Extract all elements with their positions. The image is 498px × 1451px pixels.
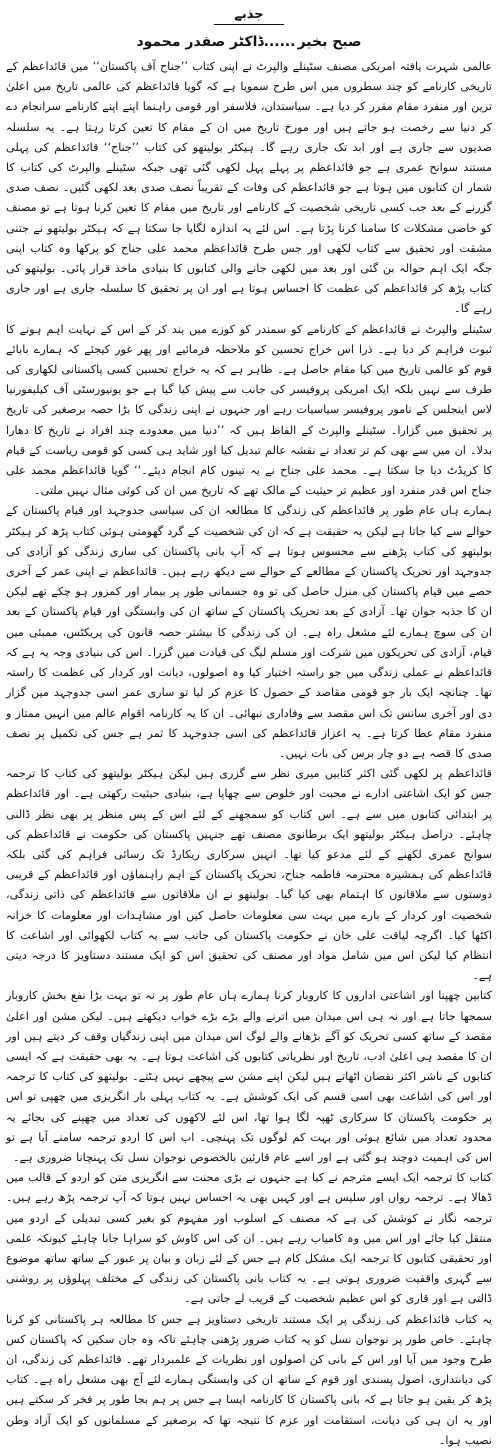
article-body [6,57,492,1451]
article-paragraph: ہمارے ہاں عام طور پر قائداعظم کی زندگی کا مطالعہ ان کی سیاسی جدوجہد اور قیام پاکستان کے حوالے سے کیا جاتا ہے لیکن یہ حقیقت ہے کہ ان کی شخصیت کے گرد گھومتی ہوئی کتاب پڑھ کر ہیکٹر بولیتھو کی کتاب پڑھنے سے محسوس ہوتا ہے کہ آپ بانی پاکستان کی ساری زندگی کو آزادی کی جدوجہد اور تحریک پاکستان کے مطالعے کے حوالے سے دیکھ رہے ہیں۔ قائداعظم نے اپنی عمر کے آخری حصے میں قیام پاکستان کی منزل حاصل کی تو وہ جسمانی طور پر بیمار اور کمزور ہو چکے تھے لیکن ان کا جذبہ جوان تھا۔ آزادی کے بعد تحریک پاکستان کے ساتھ ان کی وابستگی اور قیام پاکستان کے بعد ان کی سوچ ہمارے لئے مشعل راہ ہے۔ ان کی زندگی کا بیشتر حصہ قانون کی پریکٹس، ممبئی میں قیام، آزادی کی تحریکوں میں شرکت اور مسلم لیگ کی قیادت میں گزرا۔ اس کی بنیادی وجہ یہ ہے کہ قائداعظم نے عملی زندگی میں جو راستہ اختیار کیا وہ اصولوں، دیانت اور کردار کی عظمت کا راستہ تھا۔ چنانچہ ایک بار جو قومی مقاصد کے حصول کا عزم کر لیا تو ساری عمر اسی جدوجہد میں گزار دی اور آخری سانس تک اس مقصد سے وفاداری نبھائی۔ ان کا یہ کارنامہ اقوام عالم میں انہیں ممتاز و منفرد مقام عطا کرتا ہے۔ یہ اعزاز قائداعظم کی اسی جدوجہد کا ثمر ہے جس کی تکمیل پر نصف صدی کا قصہ ہے دو چار برس کی بات نہیں۔ [6,504,492,760]
article-paragraph: عالمی شہرت یافتہ امریکی مصنف سٹینلے والپرٹ نے اپنی کتاب ’’جناح آف پاکستان‘‘ میں قائداعظم کے تاریخی کارنامے کو چند سطروں میں اس طرح سمویا ہے کہ گویا قائداعظم کی عالمی تاریخ میں اعلیٰ ترین اور منفرد مقام مقرر کر دیا ہے۔ سیاستدان، فلاسفر اور قومی راہنما اپنے اپنے کارنامے سرانجام دے کر دنیا سے رخصت ہو جاتے ہیں اور مورخ تاریخ میں ان کے مقام کا تعین کرتا رہتا ہے۔ یہ سلسلہ صدیوں سے جاری ہے اور ابد تک جاری رہے گا۔ ہیکٹر بولیتھو کی کتاب ’’جناح‘‘ قائداعظم کی پہلی مستند سوانح عمری ہے جو قائداعظم پر پہلے پہل لکھی گئی تھی جبکہ سٹینلے والپرٹ کی کتاب کا شمار ان کتابوں میں ہوتا ہے جو قائداعظم کی وفات کے تقریباً نصف صدی بعد لکھی گئیں۔ نصف صدی گزرنے کے بعد جب کسی تاریخی شخصیت کے کارنامے اور تاریخ میں مقام کا تعین کرنا ہوتا ہے تو مصنف کو خاصی مشکلات کا سامنا کرنا پڑتا ہے۔ اس لئے یہ اندازہ لگایا جا سکتا ہے کہ ہیکٹر بولیتھو نے جتنی مشقت اور تحقیق سے کتاب لکھی اور جس طرح قائداعظم محمد علی جناح کو پرکھا وہ کتاب اپنی جگہ ایک اہم حوالہ بن گئی اور بعد میں لکھی جانے والی کتابوں کا بنیادی ماخذ قرار پائی۔ بولیتھو کی کتاب پڑھ کر قائداعظم کی عظمت کا احساس ہوتا ہے اور ان پر تحقیق کا سلسلہ جاری ہے اور جاری رہے گا۔ [6,60,492,316]
article-paragraph: کتابیں چھپنا اور اشاعتی اداروں کا کاروبار کرنا ہمارے ہاں عام طور پر نہ تو بہت بڑا نفع بخش کاروبار سمجھا جاتا ہے اور نہ ہی اس میدان میں اترنے والے بڑے بڑے خواب دیکھتے ہیں۔ لیکن مشن اور اعلیٰ مقصد کے ساتھ کسی تحریک کو آگے بڑھانے والے لوگ اس میدان میں اپنی زندگیاں وقف کر دیتے ہیں اور ان کا مقصد ہی اعلیٰ ادب، تاریخ اور نظریاتی کتابوں کی اشاعت ہوتا ہے۔ یہ بھی حقیقت ہے کہ ایسی کتابوں کے ناشر اکثر نقصان اٹھاتے ہیں لیکن اپنے مشن سے پیچھے نہیں ہٹتے۔ بولیتھو کی کتاب کا ترجمہ اور اس کی اشاعت بھی اسی قسم کی ایک کوشش ہے۔ یہ کتاب پہلی بار انگریزی میں چھپی تو اس پر حکومت پاکستان کا سرکاری ٹھپہ لگا ہوا تھا، اس لئے لاکھوں کی تعداد میں چھپنے کی بجائے یہ محدود تعداد میں شائع ہوئی اور بہت کم لوگوں تک پہنچی۔ اب اس کا اردو ترجمہ سامنے آیا ہے تو اس کی اہمیت دوچند ہو گئی ہے اور اسے عام قارئین بالخصوص نوجوان نسل تک پہنچانا ضروری ہے۔ [6,989,492,1164]
title-divider [214,24,284,25]
byline [6,31,492,53]
section-title: جذبے [234,7,264,22]
article-paragraph: سٹینلے والپرٹ نے قائداعظم کے کارنامے کو سمندر کو کوزے میں بند کر کے اس کے نہایت اہم ہونے کا ثبوت فراہم کر دیا ہے۔ ذرا اس خراج تحسین کو ملاحظہ فرمائیے اور پھر غور کیجئے کہ ہمارے بابائے قوم کو عالمی تاریخ میں کیا مقام حاصل ہے۔ ظاہر ہے کہ یہ خراج تحسین کسی پاکستانی لکھاری کی طرف سے نہیں بلکہ ایک امریکی پروفیسر کی جانب سے پیش کیا گیا ہے جو یونیورسٹی آف کیلیفورنیا لاس اینجلس کے نامور پروفیسر سیاسیات رہے اور جنہوں نے اپنی زندگی کا بڑا حصہ برصغیر کی تاریخ پر تحقیق میں گزارا۔ سٹینلے والپرٹ کے الفاظ ہیں کہ ’’دنیا میں معدودے چند افراد نے تاریخ کا دھارا بدلا۔ ان میں سے بھی کم تر تعداد نے نقشہ عالم تبدیل کیا اور شاید ہی کسی کو قومی ریاست کے قیام کا کریڈٹ دیا جا سکتا ہے۔ محمد علی جناح نے یہ تینوں کام انجام دیئے۔‘‘ گویا قائداعظم محمد علی جناح اس قدر منفرد اور عظیم تر حیثیت کے مالک تھے کہ تاریخ میں ان کی کوئی مثال نہیں ملتی۔ [6,322,492,498]
byline-separator: ...... [263,34,296,50]
article-paragraph: کتاب کا ترجمہ ایک ایسے مترجم نے کیا ہے جنہوں نے بڑی محنت سے انگریزی متن کو اردو کے قالب میں ڈھالا ہے۔ ترجمہ رواں اور سلیس ہے اور کہیں بھی یہ احساس نہیں ہوتا کہ آپ ترجمہ پڑھ رہے ہیں۔ ترجمہ نگار نے کوشش کی ہے کہ مصنف کے اسلوب اور مفہوم کو بغیر کسی تبدیلی کے اردو میں منتقل کیا جائے اور اس میں وہ کامیاب رہے ہیں۔ ان کی اس کاوش کو سراہا جانا چاہئے کیونکہ علمی اور تحقیقی کتابوں کا ترجمہ ایک مشکل کام ہے جس کے لئے زبان و بیان پر عبور کے ساتھ ساتھ موضوع سے گہری واقفیت ضروری ہوتی ہے۔ یہ کتاب بانی پاکستان کی زندگی کے مختلف پہلوؤں پر روشنی ڈالتی ہے اور قاری کو اس عظیم شخصیت کے قریب لے جاتی ہے۔ [6,1171,492,1306]
article-paragraph: قائداعظم پر لکھی گئی اکثر کتابیں میری نظر سے گزری ہیں لیکن ہیکٹر بولیتھو کی کتاب کا ترجمہ جس کو ایک اشاعتی ادارے نے محبت اور خلوص سے چھاپا ہے، بنیادی حیثیت رکھتی ہے۔ اور قائداعظم پر ابتدائی کتابوں میں سے ہے۔ اس کتاب کو سمجھنے کے لئے اس کے پس منظر پر بھی نظر ڈالنی چاہئے۔ دراصل ہیکٹر بولیتھو ایک برطانوی مصنف تھے جنہیں پاکستان کی حکومت نے قائداعظم کی سوانح عمری لکھنے کے لئے مدعو کیا تھا۔ انہیں سرکاری ریکارڈ تک رسائی فراہم کی گئی بلکہ قائداعظم کی ہمشیرہ محترمہ فاطمہ جناح، تحریک پاکستان کے اہم راہنماؤں اور قائداعظم کے قریبی دوستوں سے ملاقاتوں کا اہتمام بھی کیا گیا۔ بولیتھو نے ان ملاقاتوں سے قائداعظم کی ذاتی زندگی، شخصیت اور کردار کے بارے میں بہت سی معلومات حاصل کیں اور مشاہدات اور معلومات کا خزانہ اکٹھا کیا۔ اگرچہ لیاقت علی خان نے حکومت پاکستان کی جانب سے یہ کتاب لکھوائی اور اشاعت کا انتظام کیا لیکن اس میں شامل مواد اور مصنف کی تحقیق اس کو ایک مستند دستاویز کا درجہ دیتی ہے۔ [6,767,492,983]
column-name: صبح بخیر [297,34,362,50]
author-name: ڈاکٹر صفدر محمود [136,34,264,50]
article-paragraph: یہ کتاب قائداعظم کی زندگی پر ایک مستند تاریخی دستاویز ہے جس کا مطالعہ ہر پاکستانی کو کرنا چاہئے۔ خاص طور پر نوجوان نسل کو یہ کتاب ضرور پڑھنی چاہئے تاکہ وہ جان سکیں کہ پاکستان کس طرح وجود میں آیا اور اس کے بانی کن اصولوں اور نظریات کے علمبردار تھے۔ قائداعظم کی زندگی، ان کی دیانتداری، اصول پسندی اور قوم کے ساتھ ان کی وابستگی ہمارے لئے آج بھی مشعل راہ ہے۔ کتاب پڑھ کر یقین ہو جاتا ہے کہ بانی پاکستان کا کارنامہ ایسا ہے جس پر ہم بجا طور پر فخر کر سکتے ہیں اور یہ ان ہی کی دیانت، استقامت اور عزم کا نتیجہ تھا کہ برصغیر کے مسلمانوں کو ایک آزاد وطن نصیب ہوا۔ [6,1312,492,1447]
